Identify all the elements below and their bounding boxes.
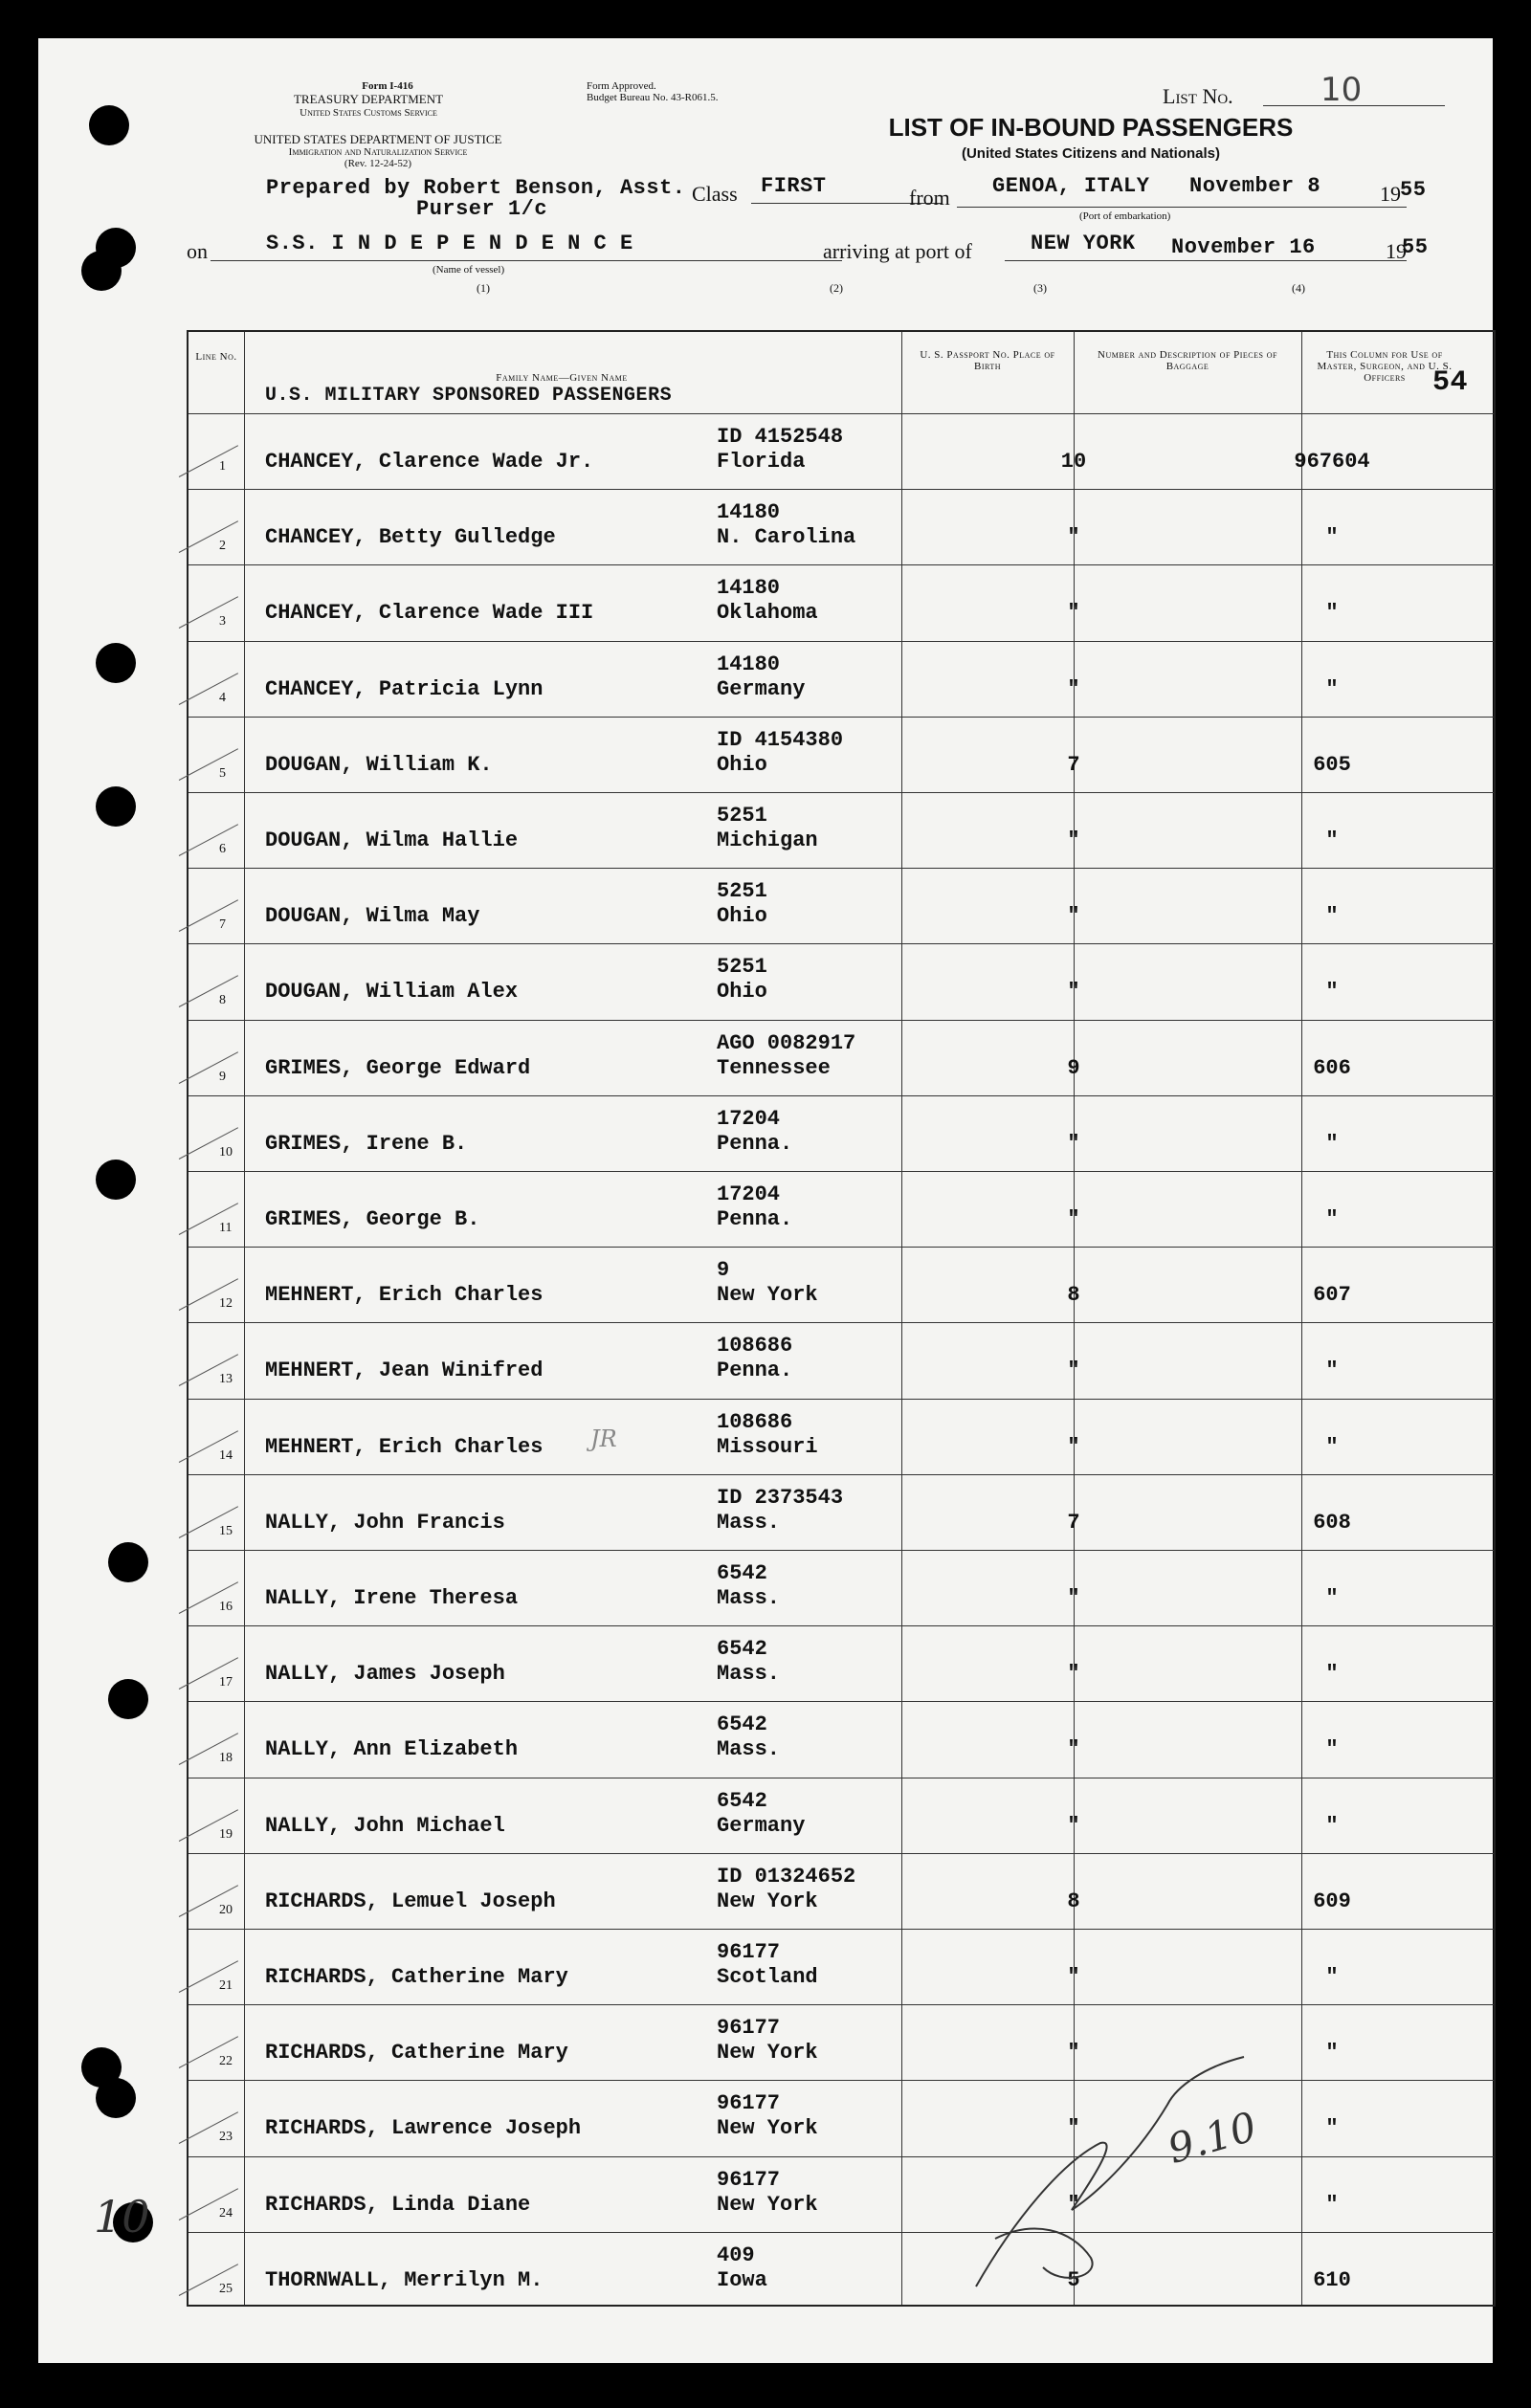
- passenger-name: GRIMES, Irene B.: [265, 1131, 468, 1156]
- class-value: FIRST: [761, 174, 827, 198]
- place-of-birth: Oklahoma: [717, 601, 818, 626]
- line-number: 1: [219, 459, 226, 474]
- check-mark: [179, 673, 238, 705]
- passenger-name: GRIMES, George B.: [265, 1207, 480, 1231]
- line-number: 4: [219, 690, 226, 705]
- officer-entry: ": [1325, 601, 1339, 626]
- officer-entry: ": [1325, 525, 1339, 550]
- place-of-birth: Ohio: [717, 904, 767, 929]
- passenger-name: NALLY, Irene Theresa: [265, 1586, 519, 1610]
- punch-hole: [89, 105, 129, 145]
- baggage-count: 7: [1067, 752, 1080, 777]
- baggage-count: ": [1067, 525, 1080, 550]
- place-of-birth: Iowa: [717, 2267, 767, 2292]
- handwritten-note: 9.10: [1163, 2103, 1262, 2173]
- passport-number: 96177: [717, 2091, 781, 2116]
- header-family-name: Family Name—Given Name: [496, 372, 628, 384]
- line-number: 11: [219, 1221, 233, 1235]
- place-of-birth: N. Carolina: [717, 525, 856, 550]
- punch-hole: [108, 1679, 148, 1719]
- line-number: 12: [219, 1296, 233, 1312]
- arrival-date: November 16: [1171, 235, 1316, 259]
- place-of-birth: Germany: [717, 1813, 806, 1838]
- header-passport: U. S. Passport No. Place of Birth: [920, 349, 1055, 372]
- table-row: [189, 1550, 1494, 1625]
- passport-number: 5251: [717, 804, 767, 828]
- check-mark: [179, 976, 238, 1008]
- passenger-name: RICHARDS, Lemuel Joseph: [265, 1889, 556, 1913]
- check-mark: [179, 899, 238, 932]
- check-mark: [179, 748, 238, 781]
- line-number: 23: [219, 2130, 233, 2145]
- revision: (Rev. 12-24-52): [344, 158, 412, 169]
- column-number: (1): [477, 281, 490, 295]
- baggage-count: ": [1067, 980, 1080, 1005]
- baggage-count: ": [1067, 1586, 1080, 1610]
- table-row: [189, 1095, 1494, 1171]
- passport-number: ID 4154380: [717, 727, 844, 752]
- passport-number: 5251: [717, 879, 767, 904]
- margin-number: 10: [94, 2191, 150, 2242]
- passport-number: 108686: [717, 1409, 793, 1434]
- port-caption: (Port of embarkation): [1079, 210, 1171, 222]
- passenger-name: MEHNERT, Jean Winifred: [265, 1359, 544, 1383]
- punch-hole: [96, 643, 136, 683]
- passenger-name: RICHARDS, Catherine Mary: [265, 2041, 568, 2066]
- justice-dept: UNITED STATES DEPARTMENT OF JUSTICE: [254, 132, 502, 146]
- baggage-count: ": [1067, 1737, 1080, 1762]
- baggage-count: ": [1067, 676, 1080, 701]
- punch-hole: [96, 786, 136, 827]
- table-row: [189, 1929, 1494, 2004]
- passport-number: 14180: [717, 576, 781, 601]
- officer-entry: ": [1325, 828, 1339, 852]
- officer-entry: ": [1325, 2116, 1339, 2141]
- table-row: [189, 1701, 1494, 1777]
- passport-number: 14180: [717, 652, 781, 676]
- table-row: [189, 1778, 1494, 1853]
- line-number: 15: [219, 1523, 233, 1538]
- passport-number: 17204: [717, 1182, 781, 1206]
- officer-entry: ": [1325, 980, 1339, 1005]
- line-number: 3: [219, 614, 226, 630]
- header-officers: This Column for Use of Master, Surgeon, and U. S. Officers: [1317, 349, 1453, 384]
- baggage-count: ": [1067, 1813, 1080, 1838]
- passport-number: ID 4152548: [717, 425, 844, 449]
- passport-number: 14180: [717, 500, 781, 525]
- place-of-birth: Missouri: [717, 1434, 818, 1459]
- passenger-name: THORNWALL, Merrilyn M.: [265, 2267, 544, 2292]
- place-of-birth: Mass.: [717, 1510, 781, 1535]
- officer-entry: ": [1325, 1662, 1339, 1687]
- baggage-count: 8: [1067, 1889, 1080, 1913]
- officer-entry: ": [1325, 2041, 1339, 2066]
- officer-entry: 606: [1313, 1055, 1351, 1080]
- table-row: [189, 1853, 1494, 1929]
- year-prefix: 19: [1380, 182, 1401, 206]
- passport-number: 5251: [717, 955, 767, 980]
- arrival-year: 55: [1402, 235, 1429, 259]
- passport-number: 409: [717, 2242, 755, 2267]
- header-baggage: Number and Description of Pieces of Baggage: [1098, 349, 1277, 372]
- baggage-count: ": [1067, 1131, 1080, 1156]
- line-number: 13: [219, 1372, 233, 1387]
- passenger-name: NALLY, Ann Elizabeth: [265, 1737, 519, 1762]
- place-of-birth: New York: [717, 1283, 818, 1308]
- punch-hole: [96, 1160, 136, 1200]
- table-row: [189, 2156, 1494, 2232]
- list-number: 10: [1320, 71, 1363, 109]
- passport-number: 6542: [717, 1561, 767, 1585]
- passenger-name: CHANCEY, Patricia Lynn: [265, 676, 544, 701]
- passenger-name: CHANCEY, Clarence Wade Jr.: [265, 450, 594, 474]
- place-of-birth: Penna.: [717, 1359, 793, 1383]
- table-row: [189, 943, 1494, 1019]
- treasury-dept: TREASURY DEPARTMENT: [293, 92, 444, 106]
- page-title: LIST OF IN-BOUND PASSENGERS: [888, 113, 1294, 142]
- passport-number: ID 01324652: [717, 1864, 856, 1889]
- passport-number: 108686: [717, 1334, 793, 1359]
- line-number: 7: [219, 917, 226, 933]
- officer-entry: 967604: [1294, 450, 1370, 474]
- passport-number: 6542: [717, 1788, 767, 1813]
- punch-hole: [96, 228, 136, 268]
- officer-entry: ": [1325, 1813, 1339, 1838]
- line-number: 16: [219, 1600, 233, 1614]
- table-row: [189, 1322, 1494, 1398]
- departure-year: 55: [1400, 178, 1427, 202]
- class-label: Class: [692, 182, 738, 206]
- ins-service: Immigration and Naturalization Service: [288, 146, 468, 158]
- officer-entry: ": [1325, 1965, 1339, 1989]
- line-number: 22: [219, 2054, 233, 2069]
- line-number: 10: [219, 1144, 233, 1160]
- column-number: (3): [1033, 281, 1047, 295]
- baggage-count: ": [1067, 1662, 1080, 1687]
- table-row: [189, 868, 1494, 943]
- prepared-by-rank: Purser 1/c: [416, 197, 548, 221]
- place-of-birth: Scotland: [717, 1965, 818, 1989]
- baggage-count: ": [1067, 1965, 1080, 1989]
- place-of-birth: Germany: [717, 676, 806, 701]
- line-number: 24: [219, 2205, 233, 2220]
- baggage-count: ": [1067, 1207, 1080, 1231]
- table-row: [189, 1474, 1494, 1550]
- table-row: [189, 564, 1494, 640]
- officer-entry: 607: [1313, 1283, 1351, 1308]
- passenger-name: DOUGAN, William Alex: [265, 980, 519, 1005]
- line-number: 6: [219, 842, 226, 856]
- line-number: 21: [219, 1978, 233, 1993]
- officer-entry: 605: [1313, 752, 1351, 777]
- form-approved: Form Approved.: [587, 80, 656, 92]
- arriving-label: arriving at port of: [823, 239, 972, 263]
- place-of-birth: Ohio: [717, 752, 767, 777]
- table-row: [189, 1247, 1494, 1322]
- baggage-count: ": [1067, 2116, 1080, 2141]
- handwritten-suffix: JR: [590, 1425, 617, 1452]
- table-row: [189, 1020, 1494, 1095]
- table-row: [189, 2232, 1494, 2308]
- passport-number: 6542: [717, 1712, 767, 1737]
- table-row: [189, 489, 1494, 564]
- line-number: 19: [219, 1826, 233, 1842]
- punch-hole: [108, 1542, 148, 1582]
- passenger-name: MEHNERT, Erich Charles: [265, 1434, 544, 1459]
- passenger-name: RICHARDS, Lawrence Joseph: [265, 2116, 582, 2141]
- officer-entry: 610: [1313, 2267, 1351, 2292]
- passport-number: AGO 0082917: [717, 1030, 856, 1055]
- line-number: 25: [219, 2281, 233, 2296]
- header-line-no: Line No.: [195, 351, 237, 363]
- punch-hole: [96, 2078, 136, 2118]
- from-label: from: [909, 186, 950, 210]
- passenger-name: RICHARDS, Catherine Mary: [265, 1965, 568, 1989]
- on-label: on: [187, 239, 208, 263]
- table-row: [189, 1625, 1494, 1701]
- table-row: [189, 717, 1494, 792]
- prepared-by: Prepared by Robert Benson, Asst.: [266, 176, 686, 200]
- passenger-name: DOUGAN, Wilma May: [265, 904, 480, 929]
- passport-number: 17204: [717, 1106, 781, 1131]
- passenger-name: GRIMES, George Edward: [265, 1055, 531, 1080]
- baggage-count: 10: [1060, 450, 1087, 474]
- line-number: 18: [219, 1751, 233, 1766]
- baggage-count: 7: [1067, 1510, 1080, 1535]
- baggage-count: ": [1067, 2192, 1080, 2217]
- check-mark: [179, 445, 238, 477]
- officer-entry: 608: [1313, 1510, 1351, 1535]
- line-number: 8: [219, 993, 226, 1008]
- place-of-birth: Mass.: [717, 1586, 781, 1610]
- officer-entry: ": [1325, 1359, 1339, 1383]
- passenger-name: DOUGAN, Wilma Hallie: [265, 828, 519, 852]
- table-row: [189, 413, 1494, 489]
- place-of-birth: Mass.: [717, 1662, 781, 1687]
- header-military-note: U.S. MILITARY SPONSORED PASSENGERS: [265, 385, 673, 407]
- place-of-birth: New York: [717, 2116, 818, 2141]
- line-number: 14: [219, 1447, 233, 1463]
- place-of-birth: New York: [717, 1889, 818, 1913]
- table-row: [189, 641, 1494, 717]
- line-number: 5: [219, 765, 226, 781]
- table-row: [189, 1171, 1494, 1247]
- passenger-name: CHANCEY, Betty Gulledge: [265, 525, 556, 550]
- officer-entry: ": [1325, 904, 1339, 929]
- officer-entry: ": [1325, 1207, 1339, 1231]
- baggage-count: 8: [1067, 1283, 1080, 1308]
- table-row: [189, 2080, 1494, 2155]
- place-of-birth: New York: [717, 2192, 818, 2217]
- baggage-count: 5: [1067, 2267, 1080, 2292]
- manifest-page: [38, 38, 1493, 2363]
- place-of-birth: Mass.: [717, 1737, 781, 1762]
- passenger-name: NALLY, James Joseph: [265, 1662, 505, 1687]
- line-number: 17: [219, 1675, 233, 1690]
- passenger-name: DOUGAN, William K.: [265, 752, 493, 777]
- passenger-name: NALLY, John Michael: [265, 1813, 505, 1838]
- baggage-count: ": [1067, 1359, 1080, 1383]
- baggage-count: ": [1067, 904, 1080, 929]
- place-of-birth: Michigan: [717, 828, 818, 852]
- line-number: 20: [219, 1902, 233, 1917]
- customs-service: United States Customs Service: [300, 107, 437, 119]
- officer-entry: ": [1325, 1737, 1339, 1762]
- officer-signature: [957, 2028, 1282, 2315]
- departure-date: November 8: [1189, 174, 1321, 198]
- place-of-birth: New York: [717, 2041, 818, 2066]
- column-number: (4): [1292, 281, 1305, 295]
- baggage-count: ": [1067, 601, 1080, 626]
- check-mark: [179, 1051, 238, 1084]
- place-of-birth: Florida: [717, 450, 806, 474]
- table-row: [189, 2004, 1494, 2080]
- officer-entry: ": [1325, 1586, 1339, 1610]
- table-row: [189, 1399, 1494, 1474]
- passenger-name: CHANCEY, Clarence Wade III: [265, 601, 594, 626]
- officer-entry: 609: [1313, 1889, 1351, 1913]
- passport-number: 96177: [717, 2016, 781, 2041]
- vessel-caption: (Name of vessel): [433, 264, 505, 276]
- passenger-name: RICHARDS, Linda Diane: [265, 2192, 531, 2217]
- baggage-count: ": [1067, 828, 1080, 852]
- baggage-count: 9: [1067, 1055, 1080, 1080]
- column-number: (2): [830, 281, 843, 295]
- officer-entry: ": [1325, 676, 1339, 701]
- officer-entry: ": [1325, 1131, 1339, 1156]
- passport-number: ID 2373543: [717, 1485, 844, 1510]
- passport-number: 6542: [717, 1637, 767, 1662]
- check-mark: [179, 597, 238, 630]
- year-prefix: 19: [1386, 239, 1407, 263]
- arrival-port: NEW YORK: [1031, 232, 1136, 255]
- place-of-birth: Tennessee: [717, 1055, 831, 1080]
- embarkation-port: GENOA, ITALY: [992, 174, 1150, 198]
- place-of-birth: Penna.: [717, 1131, 793, 1156]
- passport-number: 96177: [717, 1940, 781, 1964]
- officer-entry: ": [1325, 2192, 1339, 2217]
- place-of-birth: Penna.: [717, 1207, 793, 1231]
- officers-mark: 54: [1432, 366, 1469, 399]
- line-number: 9: [219, 1069, 226, 1084]
- vessel-name: S.S. I N D E P E N D E N C E: [266, 232, 633, 255]
- check-mark: [179, 824, 238, 856]
- passenger-table: [187, 330, 1496, 2307]
- officer-entry: ": [1325, 1434, 1339, 1459]
- table-row: [189, 792, 1494, 868]
- baggage-count: ": [1067, 1434, 1080, 1459]
- form-number: Form I-416: [362, 80, 413, 92]
- passenger-name: NALLY, John Francis: [265, 1510, 505, 1535]
- passport-number: 96177: [717, 2167, 781, 2192]
- line-number: 2: [219, 539, 226, 554]
- baggage-count: ": [1067, 2041, 1080, 2066]
- passport-number: 9: [717, 1258, 730, 1283]
- passenger-name: MEHNERT, Erich Charles: [265, 1283, 544, 1308]
- check-mark: [179, 520, 238, 553]
- place-of-birth: Ohio: [717, 980, 767, 1005]
- page-subtitle: (United States Citizens and Nationals): [961, 145, 1221, 162]
- budget-bureau: Budget Bureau No. 43-R061.5.: [587, 92, 719, 103]
- list-no-label: List No.: [1163, 84, 1233, 108]
